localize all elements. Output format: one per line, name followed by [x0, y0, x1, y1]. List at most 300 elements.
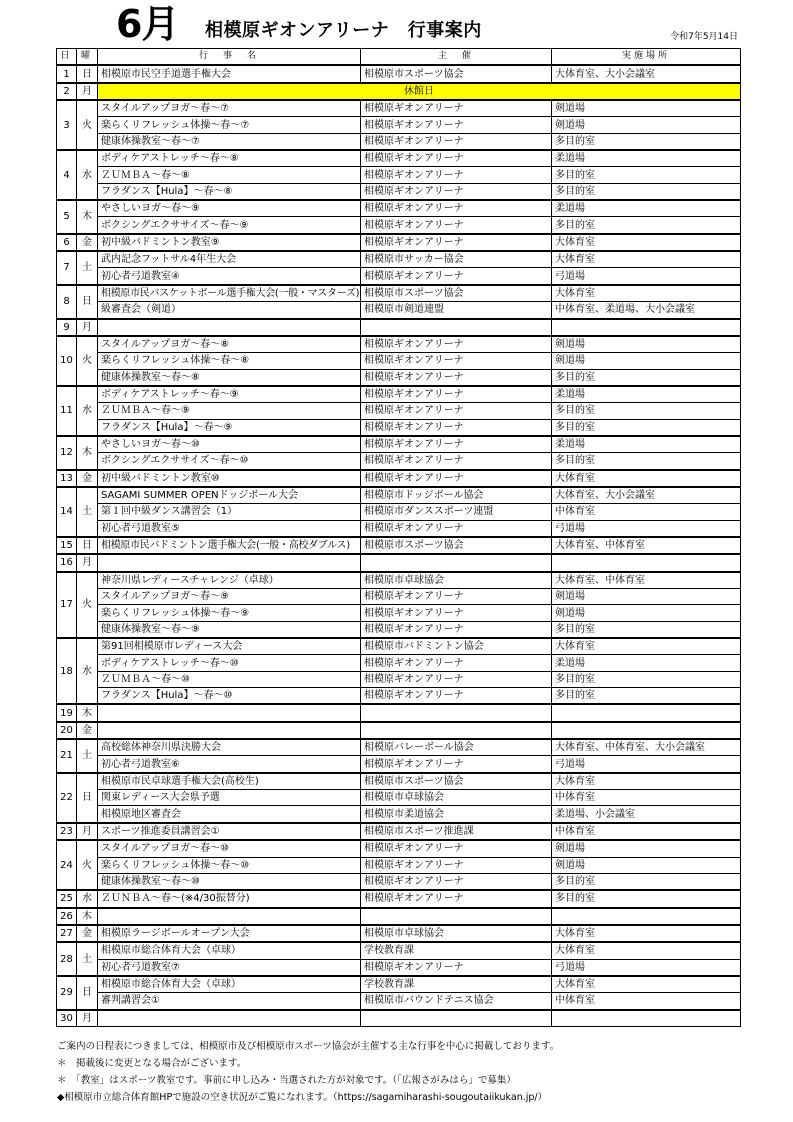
- table-row: [57, 150, 741, 167]
- day-number: 18: [57, 638, 77, 704]
- table-row: [57, 806, 741, 823]
- table-row: [57, 554, 741, 571]
- table-row: [57, 925, 741, 942]
- event-organizer: 相模原市卓球協会: [361, 572, 552, 589]
- weekday: 日: [77, 65, 98, 82]
- event-venue: 大体育室、中体育室: [552, 572, 741, 589]
- day-number: 10: [57, 336, 77, 386]
- event-name: 関東レディース大会県予選: [98, 790, 361, 806]
- table-row: [57, 739, 741, 756]
- event-name: フラダンス【Hula】～春～⑩: [98, 688, 361, 705]
- table-row: [57, 386, 741, 403]
- table-row: [57, 790, 741, 806]
- event-organizer: 相模原ギオンアリーナ: [361, 589, 552, 605]
- event-venue: 大体育室: [552, 638, 741, 655]
- table-row: [57, 453, 741, 470]
- weekday: 木: [77, 704, 98, 721]
- footer-notes: [57, 1038, 757, 1106]
- table-row: [57, 520, 741, 537]
- event-name: 審判講習会①: [98, 993, 361, 1010]
- table-row: [57, 621, 741, 638]
- weekday: 日: [77, 976, 98, 1010]
- event-venue: 多目的室: [552, 369, 741, 386]
- col-header-event: 行 事 名: [98, 49, 361, 66]
- event-venue: 柔道場: [552, 655, 741, 671]
- weekday: 水: [77, 638, 98, 704]
- event-organizer: 相模原市卓球協会: [361, 925, 552, 942]
- event-venue: 柔道場: [552, 386, 741, 403]
- event-organizer: 相模原ギオンアリーナ: [361, 336, 552, 353]
- day-number: 24: [57, 840, 77, 890]
- table-row: [57, 655, 741, 671]
- event-organizer: 相模原ギオンアリーナ: [361, 386, 552, 403]
- day-number: 12: [57, 436, 77, 470]
- event-organizer: 相模原ギオンアリーナ: [361, 200, 552, 217]
- day-number: 21: [57, 739, 77, 773]
- event-name: 健康体操教室～春～⑧: [98, 369, 361, 386]
- event-venue: 大体育室、中体育室、大小会議室: [552, 739, 741, 756]
- table-row: [57, 100, 741, 117]
- event-organizer: 相模原ギオンアリーナ: [361, 520, 552, 537]
- weekday: 土: [77, 942, 98, 976]
- weekday: 金: [77, 470, 98, 487]
- table-row: [57, 133, 741, 150]
- closed-day-cell: 休館日: [98, 83, 741, 100]
- event-name: ボディケアストレッチ～春～⑩: [98, 655, 361, 671]
- event-name: 健康体操教室～春～⑦: [98, 133, 361, 150]
- table-row: [57, 942, 741, 959]
- event-venue: 柔道場、小会議室: [552, 806, 741, 823]
- event-organizer: [361, 722, 552, 739]
- table-row: [57, 605, 741, 621]
- weekday: 土: [77, 251, 98, 285]
- event-organizer: [361, 704, 552, 721]
- table-row: [57, 117, 741, 133]
- table-row: [57, 319, 741, 336]
- event-organizer: 相模原市卓球協会: [361, 790, 552, 806]
- day-number: 4: [57, 150, 77, 200]
- event-venue: 大体育室: [552, 773, 741, 790]
- event-organizer: [361, 908, 552, 925]
- event-organizer: 相模原ギオンアリーナ: [361, 268, 552, 285]
- event-venue: 多目的室: [552, 419, 741, 436]
- day-number: 13: [57, 470, 77, 487]
- table-row: [57, 589, 741, 605]
- event-name: 第１回中級ダンス講習会（1）: [98, 504, 361, 520]
- event-organizer: 相模原ギオンアリーナ: [361, 873, 552, 890]
- day-number: 5: [57, 200, 77, 234]
- event-organizer: 相模原ギオンアリーナ: [361, 453, 552, 470]
- note-line: ◆相模原市立総合体育館HPで施設の空き状況がご覧になれます。（https://sagamiharashi-sougoutaiikukan.jp/）: [57, 1092, 548, 1103]
- weekday: 水: [77, 890, 98, 907]
- event-organizer: 相模原市スポーツ協会: [361, 773, 552, 790]
- event-organizer: [361, 554, 552, 571]
- event-venue: [552, 704, 741, 721]
- weekday: 月: [77, 823, 98, 840]
- day-number: 14: [57, 487, 77, 537]
- day-number: 16: [57, 554, 77, 571]
- table-row: [57, 487, 741, 504]
- weekday: 火: [77, 572, 98, 638]
- event-venue: [552, 554, 741, 571]
- table-row: [57, 65, 741, 82]
- event-venue: 多目的室: [552, 217, 741, 234]
- event-name: ボディケアストレッチ～春～⑨: [98, 386, 361, 403]
- event-name: ＺＵＭＢＡ～春～⑧: [98, 167, 361, 183]
- schedule-table: [56, 48, 741, 1027]
- event-organizer: 相模原市柔道協会: [361, 806, 552, 823]
- table-row: [57, 200, 741, 217]
- table-row: [57, 251, 741, 268]
- event-name: [98, 704, 361, 721]
- event-venue: 多目的室: [552, 167, 741, 183]
- event-venue: 大体育室: [552, 285, 741, 302]
- weekday: 水: [77, 386, 98, 436]
- event-name: スタイルアップヨガ～春～⑧: [98, 336, 361, 353]
- table-row: [57, 470, 741, 487]
- event-organizer: 相模原ギオンアリーナ: [361, 150, 552, 167]
- day-number: 26: [57, 908, 77, 925]
- event-name: フラダンス【Hula】～春～⑨: [98, 419, 361, 436]
- weekday: 月: [77, 554, 98, 571]
- event-organizer: 相模原市スポーツ協会: [361, 537, 552, 554]
- event-name: スタイルアップヨガ～春～⑩: [98, 840, 361, 857]
- table-row: [57, 1010, 741, 1027]
- event-name: 相模原市民空手道選手権大会: [98, 65, 361, 82]
- event-venue: [552, 1010, 741, 1027]
- day-number: 2: [57, 83, 77, 100]
- event-venue: 中体育室: [552, 790, 741, 806]
- event-venue: 大体育室: [552, 976, 741, 993]
- event-venue: 剣道場: [552, 605, 741, 621]
- event-name: SAGAMI SUMMER OPENドッジボール大会: [98, 487, 361, 504]
- weekday: 土: [77, 487, 98, 537]
- event-venue: 多目的室: [552, 873, 741, 890]
- table-row: [57, 688, 741, 705]
- event-name: 楽らくリフレッシュ体操～春～⑧: [98, 353, 361, 369]
- event-organizer: 相模原ギオンアリーナ: [361, 621, 552, 638]
- event-name: ＺＵＭＢＡ～春～⑨: [98, 403, 361, 419]
- day-number: 17: [57, 572, 77, 638]
- event-venue: 剣道場: [552, 100, 741, 117]
- event-name: 初心者弓道教室④: [98, 268, 361, 285]
- day-number: 7: [57, 251, 77, 285]
- table-row: [57, 302, 741, 319]
- event-organizer: 相模原ギオンアリーナ: [361, 419, 552, 436]
- event-organizer: 相模原バレーボール協会: [361, 739, 552, 756]
- table-row: [57, 873, 741, 890]
- table-row: [57, 285, 741, 302]
- table-row: [57, 823, 741, 840]
- event-name: ＺＵＮＢＡ～春～(※4/30振替分): [98, 890, 361, 907]
- event-name: [98, 554, 361, 571]
- table-row: [57, 976, 741, 993]
- day-number: 29: [57, 976, 77, 1010]
- event-venue: 中体育室、柔道場、大小会議室: [552, 302, 741, 319]
- table-row: [57, 638, 741, 655]
- event-name: やさしいヨガ～春～⑩: [98, 436, 361, 453]
- table-row: [57, 908, 741, 925]
- weekday: 金: [77, 234, 98, 251]
- event-organizer: 相模原ギオンアリーナ: [361, 217, 552, 234]
- event-name: 高校総体神奈川県決勝大会: [98, 739, 361, 756]
- event-organizer: 相模原ギオンアリーナ: [361, 167, 552, 183]
- table-row: [57, 704, 741, 721]
- event-organizer: 相模原ギオンアリーナ: [361, 857, 552, 873]
- event-venue: 剣道場: [552, 840, 741, 857]
- event-organizer: 相模原市剣道連盟: [361, 302, 552, 319]
- event-name: 初心者弓道教室⑥: [98, 756, 361, 773]
- event-venue: 多目的室: [552, 621, 741, 638]
- issue-date: 令和7年5月14日: [670, 32, 738, 42]
- event-organizer: 相模原ギオンアリーナ: [361, 959, 552, 976]
- event-venue: 弓道場: [552, 520, 741, 537]
- event-organizer: 相模原ギオンアリーナ: [361, 605, 552, 621]
- weekday: 木: [77, 436, 98, 470]
- event-venue: 多目的室: [552, 453, 741, 470]
- weekday: 木: [77, 200, 98, 234]
- table-row: [57, 83, 741, 100]
- event-organizer: 相模原ギオンアリーナ: [361, 117, 552, 133]
- event-organizer: 学校教育課: [361, 942, 552, 959]
- table-row: [57, 722, 741, 739]
- table-row: [57, 436, 741, 453]
- table-row: [57, 183, 741, 200]
- event-organizer: 相模原ギオンアリーナ: [361, 655, 552, 671]
- table-row: [57, 671, 741, 687]
- event-venue: 大体育室、中体育室: [552, 537, 741, 554]
- event-name: 初心者弓道教室⑤: [98, 520, 361, 537]
- event-organizer: 相模原市ダンススポーツ連盟: [361, 504, 552, 520]
- event-organizer: 相模原市サッカー協会: [361, 251, 552, 268]
- event-venue: 多目的室: [552, 183, 741, 200]
- event-name: ボディケアストレッチ～春～⑧: [98, 150, 361, 167]
- table-row: [57, 993, 741, 1010]
- event-name: 級審査会（剣道）: [98, 302, 361, 319]
- event-venue: 大体育室: [552, 925, 741, 942]
- event-organizer: 相模原市スポーツ協会: [361, 65, 552, 82]
- event-venue: 大体育室: [552, 234, 741, 251]
- event-name: 第91回相模原市レディース大会: [98, 638, 361, 655]
- table-row: [57, 840, 741, 857]
- table-row: [57, 217, 741, 234]
- event-name: 健康体操教室～春～⑨: [98, 621, 361, 638]
- event-name: 楽らくリフレッシュ体操～春～⑦: [98, 117, 361, 133]
- event-name: [98, 1010, 361, 1027]
- event-venue: [552, 908, 741, 925]
- event-venue: [552, 722, 741, 739]
- event-organizer: 相模原ギオンアリーナ: [361, 756, 552, 773]
- event-venue: 弓道場: [552, 959, 741, 976]
- schedule-body: [57, 65, 741, 1026]
- weekday: 月: [77, 1010, 98, 1027]
- table-row: [57, 403, 741, 419]
- weekday: 火: [77, 336, 98, 386]
- day-number: 27: [57, 925, 77, 942]
- page-title: 相模原ギオンアリーナ 行事案内: [205, 20, 482, 41]
- table-row: [57, 773, 741, 790]
- day-number: 6: [57, 234, 77, 251]
- table-row: [57, 537, 741, 554]
- note-line: ＊ 掲載後に変更となる場合がございます。: [57, 1058, 247, 1069]
- event-name: スポーツ推進委員講習会①: [98, 823, 361, 840]
- col-header-weekday: 曜: [77, 49, 98, 66]
- event-name: やさしいヨガ～春～⑨: [98, 200, 361, 217]
- day-number: 9: [57, 319, 77, 336]
- weekday: 金: [77, 722, 98, 739]
- day-number: 11: [57, 386, 77, 436]
- event-name: 相模原市民バドミントン選手権大会(一般・高校ダブルス): [98, 537, 361, 554]
- weekday: 木: [77, 908, 98, 925]
- table-row: [57, 167, 741, 183]
- day-number: 20: [57, 722, 77, 739]
- day-number: 25: [57, 890, 77, 907]
- event-name: ＺＵＭＢＡ～春～⑩: [98, 671, 361, 687]
- event-venue: 柔道場: [552, 200, 741, 217]
- weekday: 火: [77, 100, 98, 150]
- event-organizer: 相模原市バウンドテニス協会: [361, 993, 552, 1010]
- event-organizer: 相模原ギオンアリーナ: [361, 234, 552, 251]
- event-organizer: 相模原ギオンアリーナ: [361, 890, 552, 907]
- event-name: 相模原ラージボールオープン大会: [98, 925, 361, 942]
- event-venue: 大体育室: [552, 251, 741, 268]
- event-venue: 中体育室: [552, 504, 741, 520]
- col-header-day: 日: [57, 49, 77, 66]
- event-venue: 弓道場: [552, 756, 741, 773]
- table-row: [57, 572, 741, 589]
- event-venue: 中体育室: [552, 823, 741, 840]
- note-line: ご案内の日程表につきましては、相模原市及び相模原市スポーツ協会が主催する主な行事を中心に掲載しております。: [57, 1041, 560, 1052]
- table-row: [57, 268, 741, 285]
- event-name: 初心者弓道教室⑦: [98, 959, 361, 976]
- event-organizer: 相模原市スポーツ推進課: [361, 823, 552, 840]
- event-name: 相模原市民バスケットボール選手権大会(一般・マスターズ): [98, 285, 361, 302]
- event-organizer: 相模原ギオンアリーナ: [361, 100, 552, 117]
- day-number: 22: [57, 773, 77, 823]
- table-row: [57, 504, 741, 520]
- event-organizer: 相模原ギオンアリーナ: [361, 671, 552, 687]
- event-organizer: 相模原ギオンアリーナ: [361, 436, 552, 453]
- table-header-row: [57, 49, 741, 66]
- event-name: ボクシングエクササイズ～春～⑨: [98, 217, 361, 234]
- event-venue: 多目的室: [552, 671, 741, 687]
- event-organizer: 相模原ギオンアリーナ: [361, 688, 552, 705]
- event-name: 初中級バドミントン教室⑨: [98, 234, 361, 251]
- event-name: 楽らくリフレッシュ体操～春～⑨: [98, 605, 361, 621]
- event-organizer: [361, 319, 552, 336]
- event-name: 神奈川県レディースチャレンジ（卓球）: [98, 572, 361, 589]
- table-row: [57, 369, 741, 386]
- weekday: 月: [77, 319, 98, 336]
- table-row: [57, 857, 741, 873]
- month-heading: 6月: [116, 2, 179, 46]
- event-name: 健康体操教室～春～⑩: [98, 873, 361, 890]
- col-header-organizer: 主 催: [361, 49, 552, 66]
- event-name: 相模原市総合体育大会（卓球）: [98, 976, 361, 993]
- event-name: 相模原市民卓球選手権大会(高校生): [98, 773, 361, 790]
- event-venue: 剣道場: [552, 589, 741, 605]
- table-row: [57, 419, 741, 436]
- weekday: 火: [77, 840, 98, 890]
- event-organizer: 相模原ギオンアリーナ: [361, 403, 552, 419]
- event-name: ボクシングエクササイズ～春～⑩: [98, 453, 361, 470]
- event-name: [98, 319, 361, 336]
- event-name: 相模原市総合体育大会（卓球）: [98, 942, 361, 959]
- table-row: [57, 234, 741, 251]
- event-venue: 弓道場: [552, 268, 741, 285]
- weekday: 日: [77, 285, 98, 319]
- note-line: ＊ 「教室」はスポーツ教室です。事前に申し込み・当選された方が対象です。（「広報さがみはら」で募集）: [57, 1075, 516, 1086]
- event-name: 武内記念フットサル4年生大会: [98, 251, 361, 268]
- day-number: 8: [57, 285, 77, 319]
- event-venue: 剣道場: [552, 336, 741, 353]
- event-venue: 多目的室: [552, 890, 741, 907]
- event-organizer: 相模原ギオンアリーナ: [361, 183, 552, 200]
- table-row: [57, 336, 741, 353]
- event-name: 相模原地区審査会: [98, 806, 361, 823]
- col-header-venue: 実施場所: [552, 49, 741, 66]
- event-name: スタイルアップヨガ～春～⑦: [98, 100, 361, 117]
- event-venue: 多目的室: [552, 403, 741, 419]
- weekday: 土: [77, 739, 98, 773]
- event-venue: 大体育室、大小会議室: [552, 65, 741, 82]
- event-organizer: 相模原ギオンアリーナ: [361, 133, 552, 150]
- table-row: [57, 756, 741, 773]
- event-venue: 大体育室、大小会議室: [552, 487, 741, 504]
- day-number: 30: [57, 1010, 77, 1027]
- event-venue: 多目的室: [552, 688, 741, 705]
- weekday: 金: [77, 925, 98, 942]
- event-venue: 柔道場: [552, 150, 741, 167]
- weekday: 日: [77, 537, 98, 554]
- event-name: [98, 908, 361, 925]
- event-venue: 剣道場: [552, 353, 741, 369]
- day-number: 15: [57, 537, 77, 554]
- event-name: 楽らくリフレッシュ体操～春～⑩: [98, 857, 361, 873]
- event-organizer: 相模原市スポーツ協会: [361, 285, 552, 302]
- event-venue: 大体育室: [552, 942, 741, 959]
- day-number: 1: [57, 65, 77, 82]
- event-organizer: 相模原ギオンアリーナ: [361, 353, 552, 369]
- page-header: [0, 0, 793, 48]
- event-organizer: 相模原ギオンアリーナ: [361, 369, 552, 386]
- event-name: フラダンス【Hula】～春～⑧: [98, 183, 361, 200]
- day-number: 3: [57, 100, 77, 150]
- weekday: 水: [77, 150, 98, 200]
- event-organizer: 学校教育課: [361, 976, 552, 993]
- event-name: [98, 722, 361, 739]
- weekday: 日: [77, 773, 98, 823]
- event-organizer: 相模原ギオンアリーナ: [361, 470, 552, 487]
- event-name: 初中級バドミントン教室⑩: [98, 470, 361, 487]
- table-row: [57, 959, 741, 976]
- event-venue: [552, 319, 741, 336]
- event-venue: 大体育室: [552, 470, 741, 487]
- day-number: 28: [57, 942, 77, 976]
- event-venue: 剣道場: [552, 117, 741, 133]
- event-organizer: 相模原市バドミントン協会: [361, 638, 552, 655]
- day-number: 19: [57, 704, 77, 721]
- table-row: [57, 890, 741, 907]
- event-name: スタイルアップヨガ～春～⑨: [98, 589, 361, 605]
- event-venue: 柔道場: [552, 436, 741, 453]
- day-number: 23: [57, 823, 77, 840]
- event-venue: 剣道場: [552, 857, 741, 873]
- weekday: 月: [77, 83, 98, 100]
- event-organizer: 相模原ギオンアリーナ: [361, 840, 552, 857]
- event-venue: 多目的室: [552, 133, 741, 150]
- event-organizer: [361, 1010, 552, 1027]
